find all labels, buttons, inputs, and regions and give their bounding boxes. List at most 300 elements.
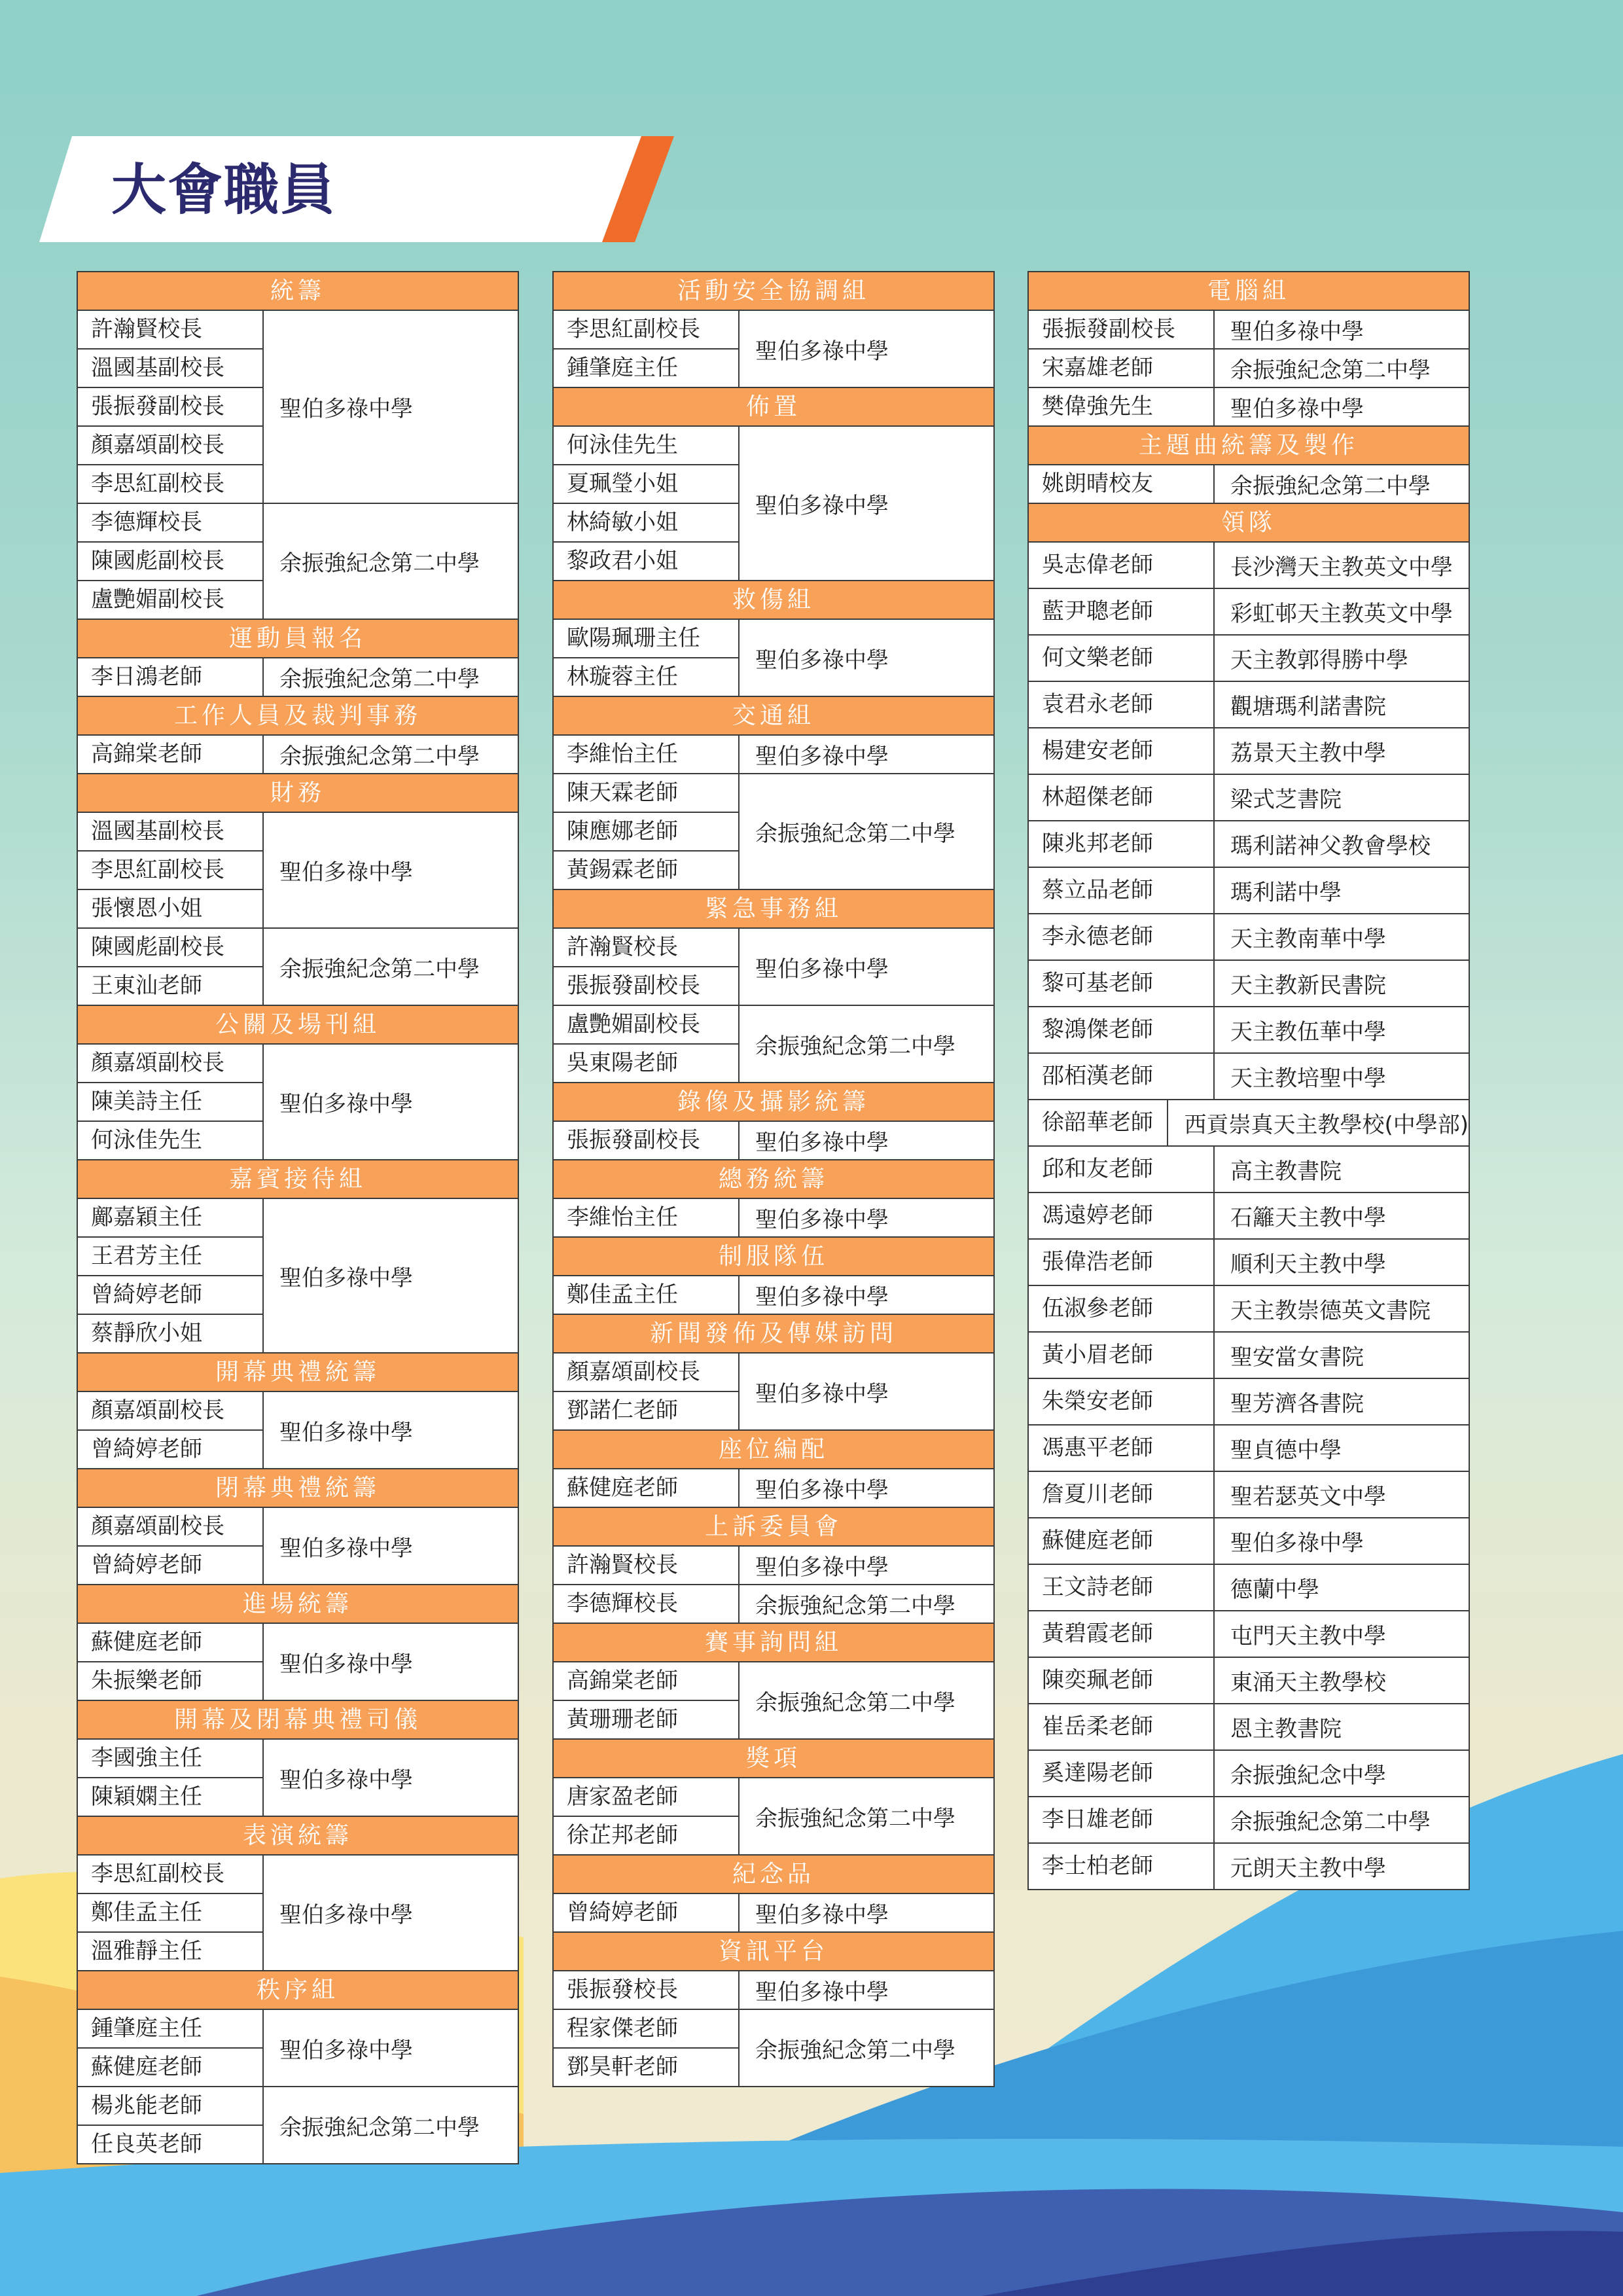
staff-group: [1029, 1565, 1469, 1611]
staff-section: [77, 774, 519, 1006]
staff-group: [1029, 1240, 1469, 1286]
staff-name: 蘇健庭老師: [78, 1624, 262, 1662]
staff-group: [554, 1122, 993, 1159]
school-name: 聖安當女書院: [1230, 1344, 1364, 1371]
school-name: 余振強紀念第二中學: [279, 956, 480, 982]
staff-name: 溫雅靜主任: [91, 1938, 202, 1964]
school-name: 余振強紀念第二中學: [755, 1593, 955, 1619]
staff-names: [1029, 1100, 1168, 1145]
staff-section: [77, 271, 519, 620]
staff-name: 溫國基副校長: [78, 350, 262, 388]
staff-name: 李士柏老師: [1042, 1853, 1153, 1879]
school-name: 聖伯多祿中學: [1230, 319, 1364, 345]
staff-name: 陳國彪副校長: [78, 929, 262, 967]
staff-names: [1029, 775, 1215, 820]
staff-name: 顏嘉頌副校長: [78, 427, 262, 465]
staff-name: 溫國基副校長: [78, 813, 262, 852]
staff-section: [552, 1315, 995, 1431]
staff-name: 李思紅副校長: [91, 471, 224, 497]
staff-names: [1029, 682, 1215, 727]
staff-section: [77, 1006, 519, 1160]
section-header: 交通組: [554, 697, 993, 736]
section-header: 總務統籌: [554, 1160, 993, 1199]
staff-name: 曾綺婷老師: [91, 1552, 202, 1578]
staff-name: 樊偉強先生: [1042, 393, 1153, 420]
staff-name: 奚達陽老師: [1042, 1760, 1153, 1786]
staff-names: [554, 736, 740, 773]
staff-names: [1029, 1054, 1215, 1099]
staff-group: [1029, 1147, 1469, 1193]
staff-group: [78, 1508, 518, 1584]
staff-names: [78, 1199, 264, 1352]
school-name: 聖伯多祿中學: [279, 1767, 413, 1793]
staff-name: 楊兆能老師: [78, 2087, 262, 2126]
staff-group: [1029, 1797, 1469, 1844]
staff-name: 李思紅副校長: [78, 852, 262, 890]
staff-group: [554, 1585, 993, 1623]
staff-name: 邱和友老師: [1042, 1156, 1153, 1182]
staff-name: 李維怡主任: [567, 741, 678, 767]
staff-group: [1029, 1193, 1469, 1240]
staff-name: 顏嘉頌副校長: [554, 1354, 738, 1392]
staff-names: [554, 1585, 740, 1623]
staff-names: [1029, 1472, 1215, 1517]
section-header: 進場統籌: [78, 1585, 518, 1624]
school-name: 余振強紀念第二中學: [755, 1805, 955, 1832]
staff-section: [77, 1701, 519, 1817]
staff-group: [554, 1547, 993, 1585]
staff-section: [1027, 427, 1470, 504]
school-name: 余振強紀念第二中學: [279, 744, 480, 770]
staff-group: [78, 2010, 518, 2087]
staff-group: [1029, 1007, 1469, 1054]
school-name: 聖伯多祿中學: [755, 338, 889, 365]
staff-group: [554, 1778, 993, 1854]
staff-group: [1029, 1518, 1469, 1565]
staff-names: [1029, 350, 1215, 387]
staff-name: 何泳佳先生: [91, 1127, 202, 1153]
staff-names: [554, 1971, 740, 2009]
staff-names: [1029, 728, 1215, 774]
staff-names: [554, 1894, 740, 1931]
staff-name: 鄭佳孟主任: [78, 1894, 262, 1933]
staff-name: 朱振樂老師: [91, 1668, 202, 1694]
staff-names: [1029, 1751, 1215, 1796]
staff-name: 林超傑老師: [1042, 784, 1153, 810]
staff-name: 曾綺婷老師: [91, 1436, 202, 1462]
staff-names: [1029, 1240, 1215, 1285]
staff-names: [1029, 914, 1215, 960]
staff-name: 蘇健庭老師: [567, 1475, 678, 1501]
staff-names: [1029, 1286, 1215, 1331]
staff-group: [78, 1856, 518, 1970]
school-name: 聖芳濟各書院: [1230, 1391, 1364, 1417]
staff-group: [554, 311, 993, 387]
staff-section: [77, 1817, 519, 1971]
staff-name: 詹夏川老師: [1042, 1481, 1153, 1507]
staff-name: 李日雄老師: [1042, 1806, 1153, 1833]
staff-name: 盧艷媚副校長: [91, 586, 224, 613]
staff-group: [78, 311, 518, 504]
staff-group: [78, 1624, 518, 1700]
staff-names: [554, 1006, 740, 1082]
school-name: 元朗天主教中學: [1230, 1856, 1386, 1882]
staff-section: [77, 1971, 519, 2164]
staff-names: [554, 1547, 740, 1584]
staff-name: 盧艷媚副校長: [554, 1006, 738, 1045]
staff-group: [1029, 1333, 1469, 1379]
staff-names: [78, 2010, 264, 2086]
staff-name: 陳兆邦老師: [1042, 831, 1153, 857]
staff-names: [1029, 636, 1215, 681]
staff-names: [1029, 1844, 1215, 1889]
staff-name: 李思紅副校長: [78, 1856, 262, 1894]
staff-name: 邵栢漢老師: [1042, 1063, 1153, 1089]
staff-names: [554, 311, 740, 387]
school-name: 余振強紀念第二中學: [279, 666, 480, 692]
staff-names: [1029, 465, 1215, 503]
staff-name: 朱榮安老師: [1042, 1388, 1153, 1414]
staff-group: [1029, 1751, 1469, 1797]
staff-names: [554, 1122, 740, 1159]
school-name: 德蘭中學: [1230, 1577, 1319, 1603]
staff-name: 陳應娜老師: [554, 813, 738, 852]
staff-group: [1029, 1286, 1469, 1333]
section-header: 電腦組: [1029, 272, 1469, 311]
school-name: 余振強紀念第二中學: [755, 821, 955, 847]
staff-group: [554, 1354, 993, 1429]
staff-names: [554, 929, 740, 1005]
school-name: 天主教培聖中學: [1230, 1066, 1386, 1092]
staff-group: [78, 658, 518, 696]
staff-group: [1029, 961, 1469, 1007]
staff-name: 徐芷邦老師: [567, 1822, 678, 1848]
staff-names: [78, 504, 264, 619]
school-name: 聖伯多祿中學: [755, 1207, 889, 1233]
staff-section: [77, 1354, 519, 1469]
staff-name: 伍淑參老師: [1042, 1295, 1153, 1321]
staff-names: [554, 2010, 740, 2086]
staff-name: 蔡靜欣小姐: [91, 1320, 202, 1346]
staff-name: 林璇蓉主任: [567, 664, 678, 690]
staff-names: [78, 1392, 264, 1468]
staff-group: [554, 620, 993, 696]
staff-group: [78, 1045, 518, 1159]
staff-names: [1029, 388, 1215, 425]
school-name: 余振強紀念第二中學: [1230, 473, 1431, 499]
staff-names: [78, 1624, 264, 1700]
section-header: 賽事詢問組: [554, 1624, 993, 1662]
staff-name: 顏嘉頌副校長: [78, 1508, 262, 1547]
staff-names: [1029, 311, 1215, 348]
section-header: 開幕及閉幕典禮司儀: [78, 1701, 518, 1740]
staff-name: 王文詩老師: [1042, 1574, 1153, 1600]
staff-name: 陳奕珮老師: [1042, 1667, 1153, 1693]
staff-name: 王君芳主任: [78, 1238, 262, 1276]
staff-group: [554, 2010, 993, 2086]
section-header: 公關及場刊組: [78, 1006, 518, 1045]
staff-group: [1029, 868, 1469, 914]
staff-group: [1029, 1100, 1469, 1147]
staff-name: 李日鴻老師: [91, 664, 202, 690]
staff-section: [552, 271, 995, 388]
staff-group: [1029, 543, 1469, 589]
staff-name: 張偉浩老師: [1042, 1249, 1153, 1275]
staff-section: [552, 1431, 995, 1508]
school-name: 余振強紀念第二中學: [1230, 357, 1431, 384]
section-header: 座位編配: [554, 1431, 993, 1469]
staff-section: [77, 697, 519, 774]
staff-name: 李維怡主任: [567, 1204, 678, 1230]
staff-name: 陳穎嫻主任: [91, 1784, 202, 1810]
staff-section: [552, 1238, 995, 1315]
school-name: 聖伯多祿中學: [1230, 1530, 1364, 1556]
school-name: 聖伯多祿中學: [279, 396, 413, 422]
staff-name: 黎可基老師: [1042, 970, 1153, 996]
staff-name: 顏嘉頌副校長: [78, 1392, 262, 1431]
school-name: 天主教南華中學: [1230, 926, 1386, 952]
staff-section: [552, 1933, 995, 2087]
staff-group: [1029, 350, 1469, 388]
school-name: 聖伯多祿中學: [755, 1477, 889, 1503]
staff-group: [1029, 1054, 1469, 1100]
school-name: 聖伯多祿中學: [755, 744, 889, 770]
staff-group: [1029, 1611, 1469, 1658]
school-name: 屯門天主教中學: [1230, 1623, 1386, 1649]
school-name: 高主教書院: [1230, 1158, 1342, 1185]
staff-names: [554, 1662, 740, 1738]
staff-names: [554, 774, 740, 889]
school-name: 天主教崇德英文書院: [1230, 1298, 1431, 1324]
staff-names: [1029, 1565, 1215, 1610]
school-name: 聖伯多祿中學: [279, 1091, 413, 1117]
staff-section: [552, 1160, 995, 1238]
staff-name: 高錦棠老師: [91, 741, 202, 767]
school-name: 聖伯多祿中學: [279, 1265, 413, 1291]
section-header: 工作人員及裁判事務: [78, 697, 518, 736]
staff-names: [78, 736, 264, 773]
staff-name: 鄧諾仁老師: [567, 1397, 678, 1424]
staff-section: [1027, 271, 1470, 427]
staff-group: [554, 929, 993, 1006]
staff-name: 宋嘉雄老師: [1042, 355, 1153, 381]
staff-name: 許瀚賢校長: [554, 929, 738, 967]
staff-name: 曾綺婷老師: [78, 1276, 262, 1315]
section-header: 開幕典禮統籌: [78, 1354, 518, 1392]
school-name: 聖伯多祿中學: [755, 1380, 889, 1407]
staff-group: [554, 774, 993, 889]
staff-name: 蘇健庭老師: [1042, 1528, 1153, 1554]
staff-name: 鄭佳孟主任: [567, 1282, 678, 1308]
staff-name: 姚朗晴校友: [1042, 471, 1153, 497]
staff-name: 馮惠平老師: [1042, 1435, 1153, 1461]
staff-group: [1029, 728, 1469, 775]
staff-name: 藍尹聰老師: [1042, 598, 1153, 624]
staff-group: [78, 1392, 518, 1468]
staff-group: [1029, 821, 1469, 868]
staff-name: 鍾肇庭主任: [78, 2010, 262, 2049]
staff-group: [1029, 465, 1469, 503]
staff-names: [1029, 543, 1215, 588]
staff-name: 吳志偉老師: [1042, 552, 1153, 578]
school-name: 聖伯多祿中學: [279, 1902, 413, 1928]
staff-name: 馮遠婷老師: [1042, 1202, 1153, 1229]
staff-group: [1029, 636, 1469, 682]
staff-section: [77, 1160, 519, 1354]
staff-name: 崔岳柔老師: [1042, 1713, 1153, 1740]
school-name: 天主教伍華中學: [1230, 1019, 1386, 1045]
staff-name: 蘇健庭老師: [91, 2054, 202, 2080]
staff-section: [77, 620, 519, 697]
section-header: 嘉賓接待組: [78, 1160, 518, 1199]
staff-name: 顏嘉頌副校長: [78, 1045, 262, 1083]
staff-section: [552, 697, 995, 890]
staff-group: [554, 1276, 993, 1314]
school-name: 恩主教書院: [1230, 1716, 1342, 1742]
staff-names: [1029, 1193, 1215, 1238]
school-name: 聖伯多祿中學: [279, 1651, 413, 1677]
staff-names: [554, 1354, 740, 1429]
staff-names: [78, 813, 264, 927]
staff-name: 歐陽珮珊主任: [554, 620, 738, 658]
staff-name: 程家傑老師: [554, 2010, 738, 2049]
staff-group: [1029, 1379, 1469, 1426]
staff-names: [78, 1856, 264, 1970]
staff-names: [1029, 961, 1215, 1006]
school-name: 余振強紀念第二中學: [279, 2114, 480, 2141]
column-middle: [552, 271, 995, 2087]
staff-name: 黃碧霞老師: [1042, 1621, 1153, 1647]
staff-name: 李永德老師: [1042, 924, 1153, 950]
section-header: 紀念品: [554, 1856, 993, 1894]
staff-group: [554, 1971, 993, 2010]
staff-names: [1029, 1333, 1215, 1378]
staff-group: [78, 929, 518, 1005]
staff-group: [78, 1740, 518, 1816]
staff-name: 黃珊珊老師: [567, 1706, 678, 1732]
staff-name: 袁君永老師: [1042, 691, 1153, 717]
school-name: 梁式芝書院: [1230, 787, 1342, 813]
staff-names: [78, 311, 264, 503]
staff-names: [1029, 1007, 1215, 1052]
staff-group: [1029, 775, 1469, 821]
section-header: 領隊: [1029, 504, 1469, 543]
staff-name: 楊建安老師: [1042, 738, 1153, 764]
school-name: 聖伯多祿中學: [755, 1130, 889, 1156]
school-name: 長沙灣天主教英文中學: [1230, 554, 1453, 581]
staff-names: [1029, 1379, 1215, 1424]
section-header: 秩序組: [78, 1971, 518, 2010]
school-name: 天主教郭得勝中學: [1230, 647, 1408, 673]
staff-name: 黃小眉老師: [1042, 1342, 1153, 1368]
staff-group: [554, 1199, 993, 1236]
staff-name: 李德輝校長: [567, 1590, 678, 1617]
section-header: 獎項: [554, 1740, 993, 1778]
section-header: 財務: [78, 774, 518, 813]
school-name: 彩虹邨天主教英文中學: [1230, 601, 1453, 627]
staff-group: [1029, 1844, 1469, 1889]
staff-names: [554, 1276, 740, 1314]
staff-names: [554, 620, 740, 696]
school-name: 聖伯多祿中學: [755, 1554, 889, 1581]
school-name: 聖伯多祿中學: [755, 492, 889, 519]
section-header: 錄像及攝影統籌: [554, 1083, 993, 1122]
school-name: 西貢崇真天主教學校(中學部): [1184, 1112, 1469, 1138]
school-name: 聖伯多祿中學: [755, 1284, 889, 1310]
school-name: 余振強紀念第二中學: [279, 550, 480, 577]
column-left: [77, 271, 519, 2164]
staff-name: 何泳佳先生: [554, 427, 738, 465]
section-header: 表演統籌: [78, 1817, 518, 1856]
staff-names: [1029, 868, 1215, 913]
school-name: 聖貞德中學: [1230, 1437, 1342, 1463]
staff-name: 王東汕老師: [91, 973, 202, 999]
school-name: 東涌天主教學校: [1230, 1670, 1386, 1696]
staff-names: [78, 1045, 264, 1159]
school-name: 聖伯多祿中學: [279, 2037, 413, 2064]
staff-group: [78, 2087, 518, 2163]
staff-name: 張振發副校長: [567, 1127, 700, 1153]
staff-name: 許瀚賢校長: [567, 1552, 678, 1578]
staff-group: [554, 427, 993, 580]
school-name: 聖伯多祿中學: [755, 1902, 889, 1928]
staff-group: [554, 1662, 993, 1738]
staff-group: [1029, 1704, 1469, 1751]
staff-names: [78, 658, 264, 696]
staff-names: [1029, 1611, 1215, 1657]
staff-name: 黎政君小姐: [567, 548, 678, 574]
school-name: 余振強紀念第二中學: [755, 1689, 955, 1716]
staff-section: [1027, 504, 1470, 1890]
staff-name: 陳天霖老師: [554, 774, 738, 813]
staff-name: 林綺敏小姐: [554, 504, 738, 543]
staff-names: [78, 929, 264, 1005]
staff-names: [1029, 821, 1215, 867]
school-name: 聖伯多祿中學: [279, 1535, 413, 1562]
staff-names: [1029, 1518, 1215, 1564]
staff-section: [552, 388, 995, 581]
school-name: 聖伯多祿中學: [279, 1419, 413, 1446]
staff-group: [78, 813, 518, 929]
staff-name: 張振發副校長: [78, 388, 262, 427]
page-title: 大會職員: [111, 158, 337, 222]
staff-names: [554, 1469, 740, 1507]
staff-names: [78, 1508, 264, 1584]
staff-name: 何文樂老師: [1042, 645, 1153, 671]
staff-group: [78, 736, 518, 773]
staff-names: [1029, 1426, 1215, 1471]
staff-group: [1029, 589, 1469, 636]
staff-group: [554, 736, 993, 774]
section-header: 救傷組: [554, 581, 993, 620]
staff-name: 張振發副校長: [1042, 316, 1175, 342]
section-header: 資訊平台: [554, 1933, 993, 1971]
section-header: 活動安全協調組: [554, 272, 993, 311]
staff-name: 蔡立品老師: [1042, 877, 1153, 903]
staff-group: [1029, 1472, 1469, 1518]
title-banner: [39, 136, 681, 242]
staff-name: 陳美詩主任: [78, 1083, 262, 1122]
staff-section: [552, 1624, 995, 1740]
school-name: 余振強紀念第二中學: [755, 2037, 955, 2064]
staff-name: 高錦棠老師: [554, 1662, 738, 1701]
staff-group: [1029, 311, 1469, 350]
school-name: 瑪利諾中學: [1230, 880, 1342, 906]
staff-group: [1029, 388, 1469, 425]
staff-name: 張振發校長: [567, 1977, 678, 2003]
staff-name: 任良英老師: [91, 2131, 202, 2157]
staff-group: [1029, 1426, 1469, 1472]
